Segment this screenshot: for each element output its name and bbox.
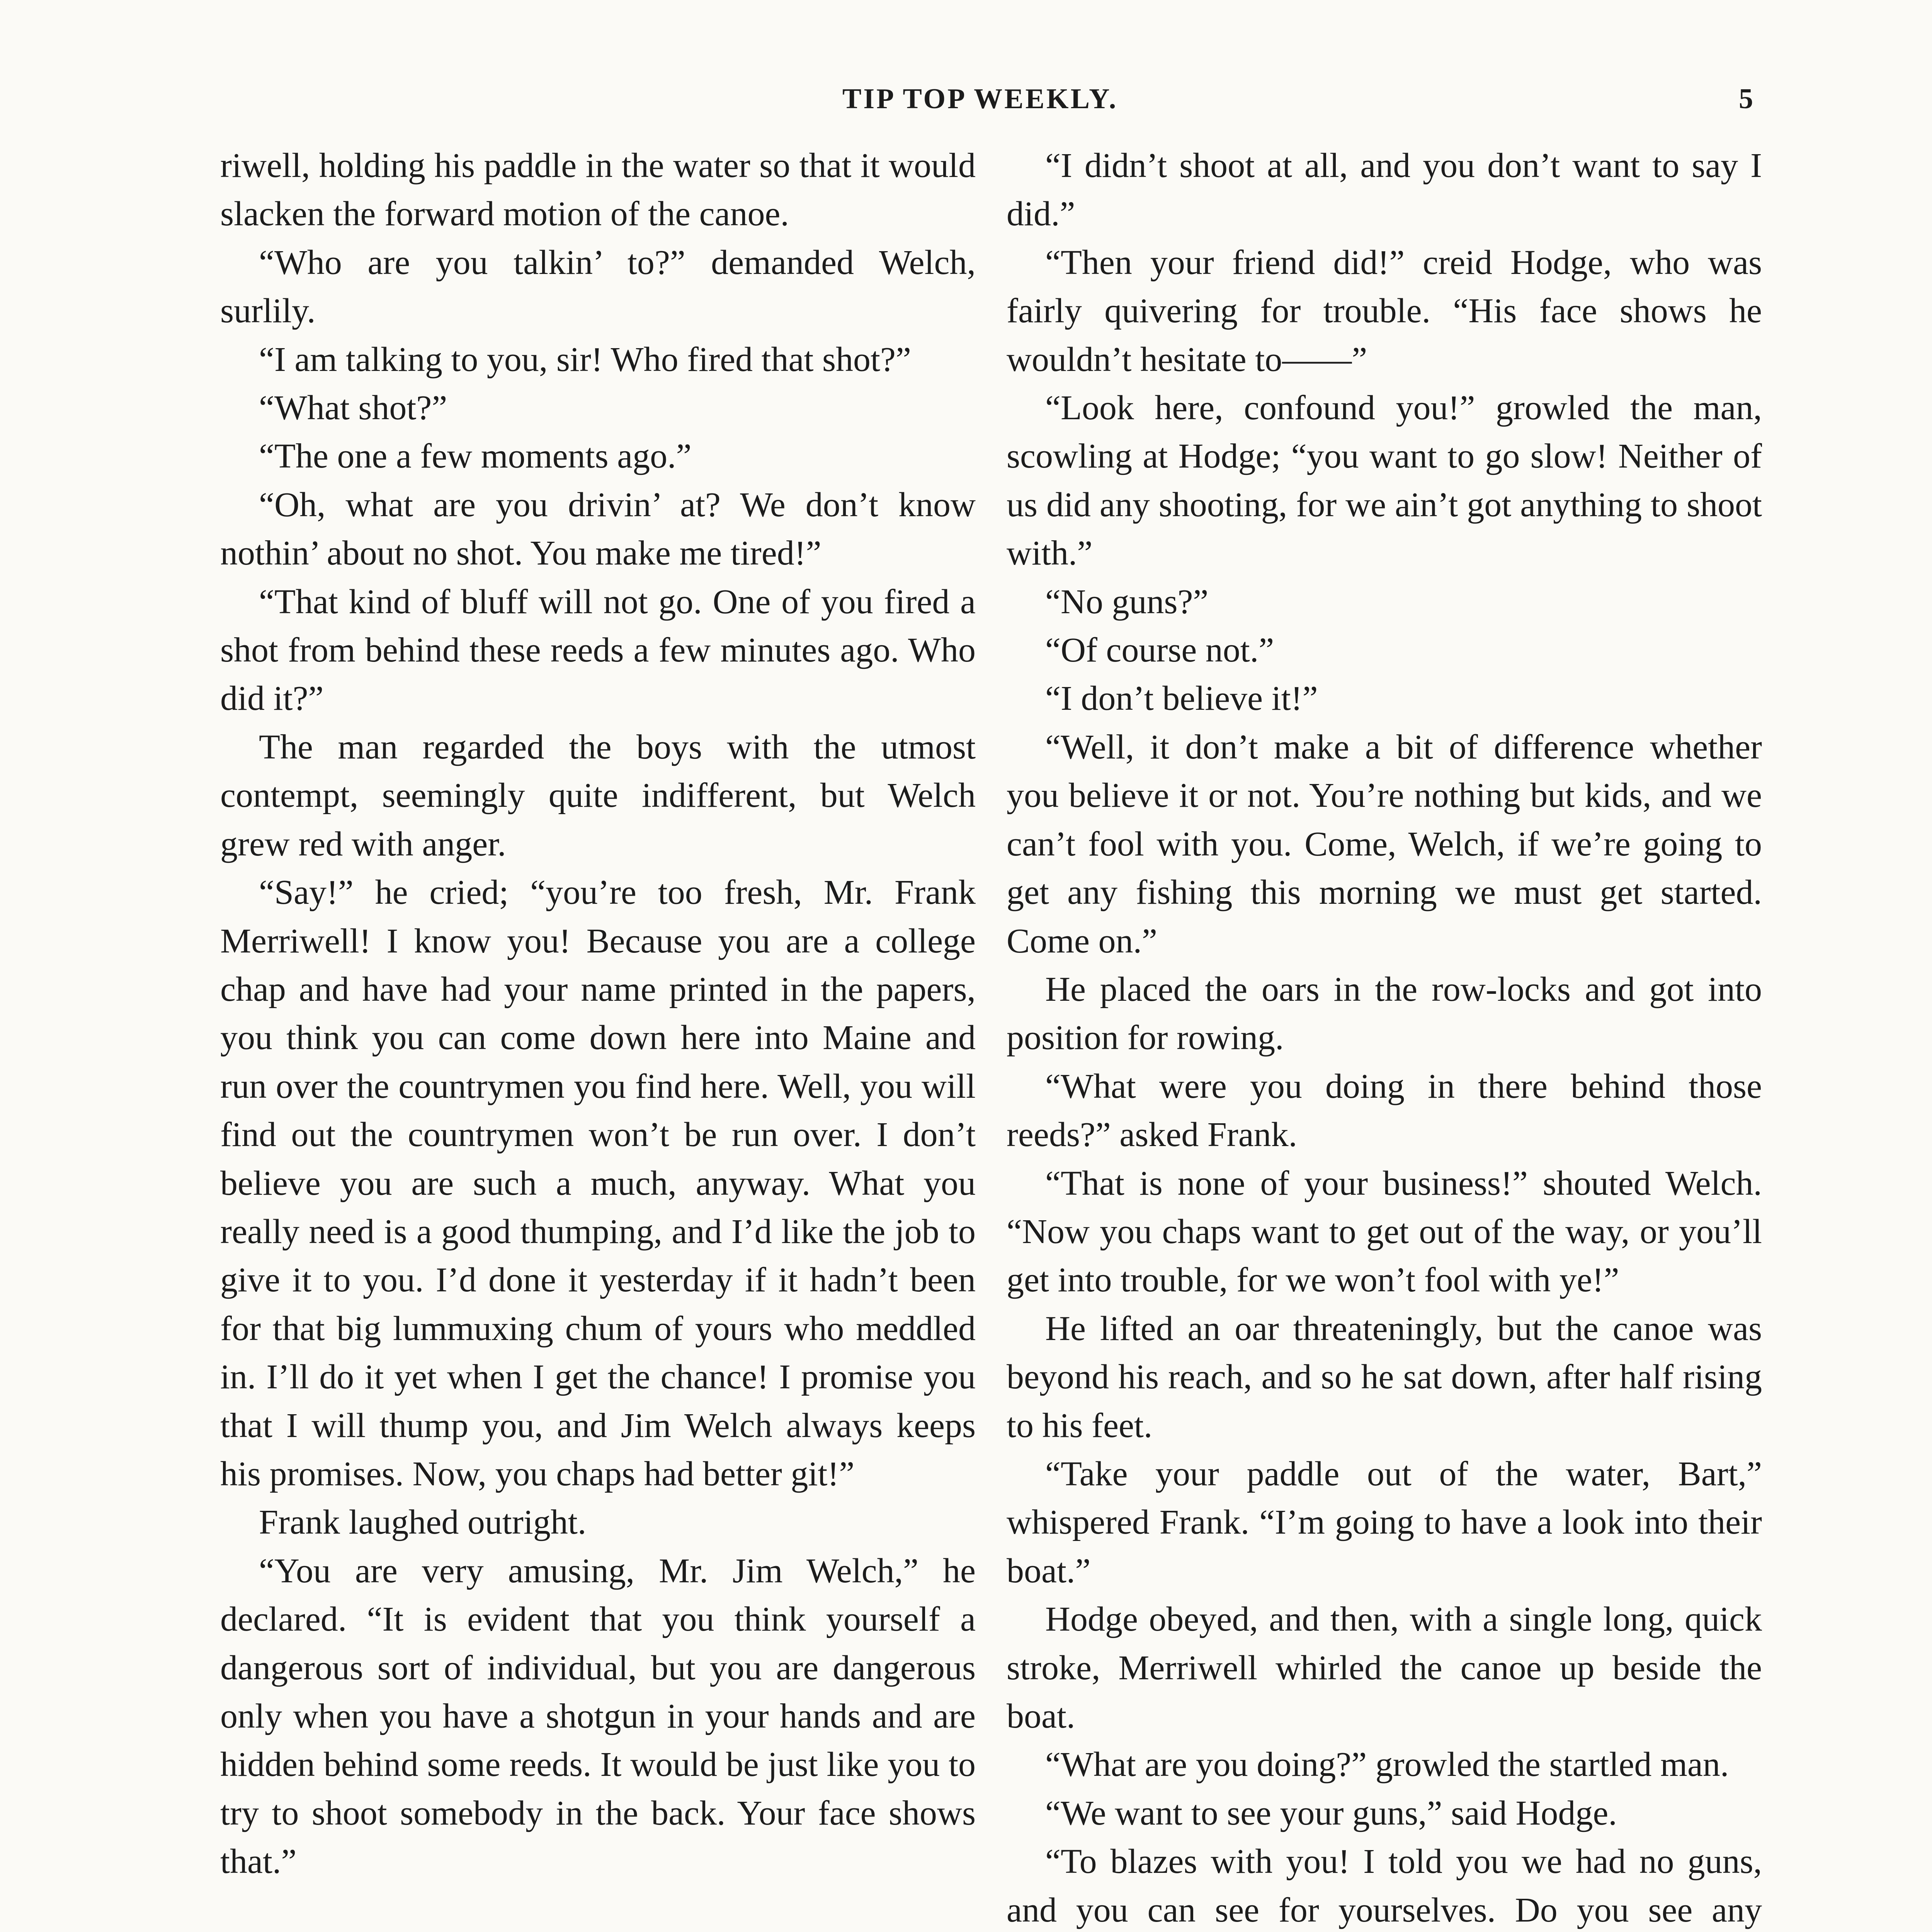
paragraph: “Well, it don’t make a bit of difference whether you believe it or not. You’re nothing but kids, and we can’t fool with you. Come, Welch, if we’re going to get any fishing this morning we must get started. Come on.” (1007, 728, 1762, 960)
page-number: 5 (1739, 83, 1755, 115)
paragraph: “That is none of your business!” shouted Welch. “Now you chaps want to get out of the way, or you’ll get into trouble, for we won’t fool with ye!” (1007, 1164, 1762, 1299)
paragraph: “We want to see your guns,” said Hodge. (1045, 1794, 1617, 1832)
paragraph: “Say!” he cried; “you’re too fresh, Mr. Frank Merriwell! I know you! Because you are a college chap and have had your name printed in the papers, you think you can come down here into Maine and run over the countrymen you find here. Well, you will find out the countrymen won’t be run over. I don’t believe you are such a much, anyway. What you really need is a good thumping, and I’d like the job to give it to you. I’d done it yesterday if it hadn’t been for that big lummuxing chum of yours who meddled in. I’ll do it yet when I get the chance! I promise you that I will thump you, and Jim Welch always keeps his promises. Now, you chaps had better git!” (220, 873, 976, 1493)
paragraph: “What are you doing?” growled the startled man. (1045, 1745, 1729, 1784)
paragraph: Hodge obeyed, and then, with a single long, quick stroke, Merriwell whirled the canoe up beside the boat. (1007, 1600, 1762, 1735)
paragraph: “I didn’t shoot at all, and you don’t want to say I did.” (1007, 146, 1762, 233)
paragraph: “That kind of bluff will not go. One of you fired a shot from behind these reeds a few minutes ago. Who did it?” (220, 582, 976, 718)
paragraph: “Take your paddle out of the water, Bart,” whispered Frank. “I’m going to have a look into their boat.” (1007, 1454, 1762, 1590)
paragraph: “What shot?” (259, 389, 447, 427)
page-header (0, 83, 1932, 137)
paragraph: “I am talking to you, sir! Who fired that shot?” (259, 340, 911, 379)
paragraph: The man regarded the boys with the utmost contempt, seemingly quite indifferent, but Welch grew red with anger. (220, 728, 976, 863)
paragraph: “I don’t believe it!” (1045, 679, 1318, 718)
paragraph: “No guns?” (1045, 582, 1209, 621)
right-column (1007, 141, 1762, 1932)
paragraph: “The one a few moments ago.” (259, 437, 692, 476)
paragraph: “Then your friend did!” creid Hodge, who was fairly quivering for trouble. “His face shows he wouldn’t hesitate to——” (1007, 243, 1762, 379)
paragraph: “You are very amusing, Mr. Jim Welch,” he declared. “It is evident that you think yourself a dangerous sort of individual, but you are dangerous only when you have a shotgun in your hands and are hidden behind some reeds. It would be just like you to try to shoot somebody in the back. Your face shows that.” (220, 1551, 976, 1881)
paragraph: Frank laughed outright. (259, 1503, 587, 1542)
left-column (220, 141, 976, 1886)
paragraph: He placed the oars in the row-locks and got into position for rowing. (1007, 970, 1762, 1057)
paragraph: “Look here, confound you!” growled the man, scowling at Hodge; “you want to go slow! Neither of us did any shooting, for we ain’t got anything to shoot with.” (1007, 389, 1762, 573)
paragraph: He lifted an oar threateningly, but the canoe was beyond his reach, and so he sat down, after half rising to his feet. (1007, 1309, 1762, 1445)
paragraph: “Of course not.” (1045, 631, 1274, 670)
paragraph: “To blazes with you! I told you we had no guns, and you can see for yourselves. Do you see any (1007, 1842, 1762, 1929)
paragraph: riwell, holding his paddle in the water so that it would slacken the forward motion of the canoe. (220, 146, 976, 233)
paragraph: “What were you doing in there behind those reeds?” asked Frank. (1007, 1067, 1762, 1154)
magazine-title: TIP TOP WEEKLY. (842, 83, 1118, 115)
paragraph: “Who are you talkin’ to?” demanded Welch, surlily. (220, 243, 976, 330)
paragraph: “Oh, what are you drivin’ at? We don’t know nothin’ about no shot. You make me tired!” (220, 485, 976, 573)
